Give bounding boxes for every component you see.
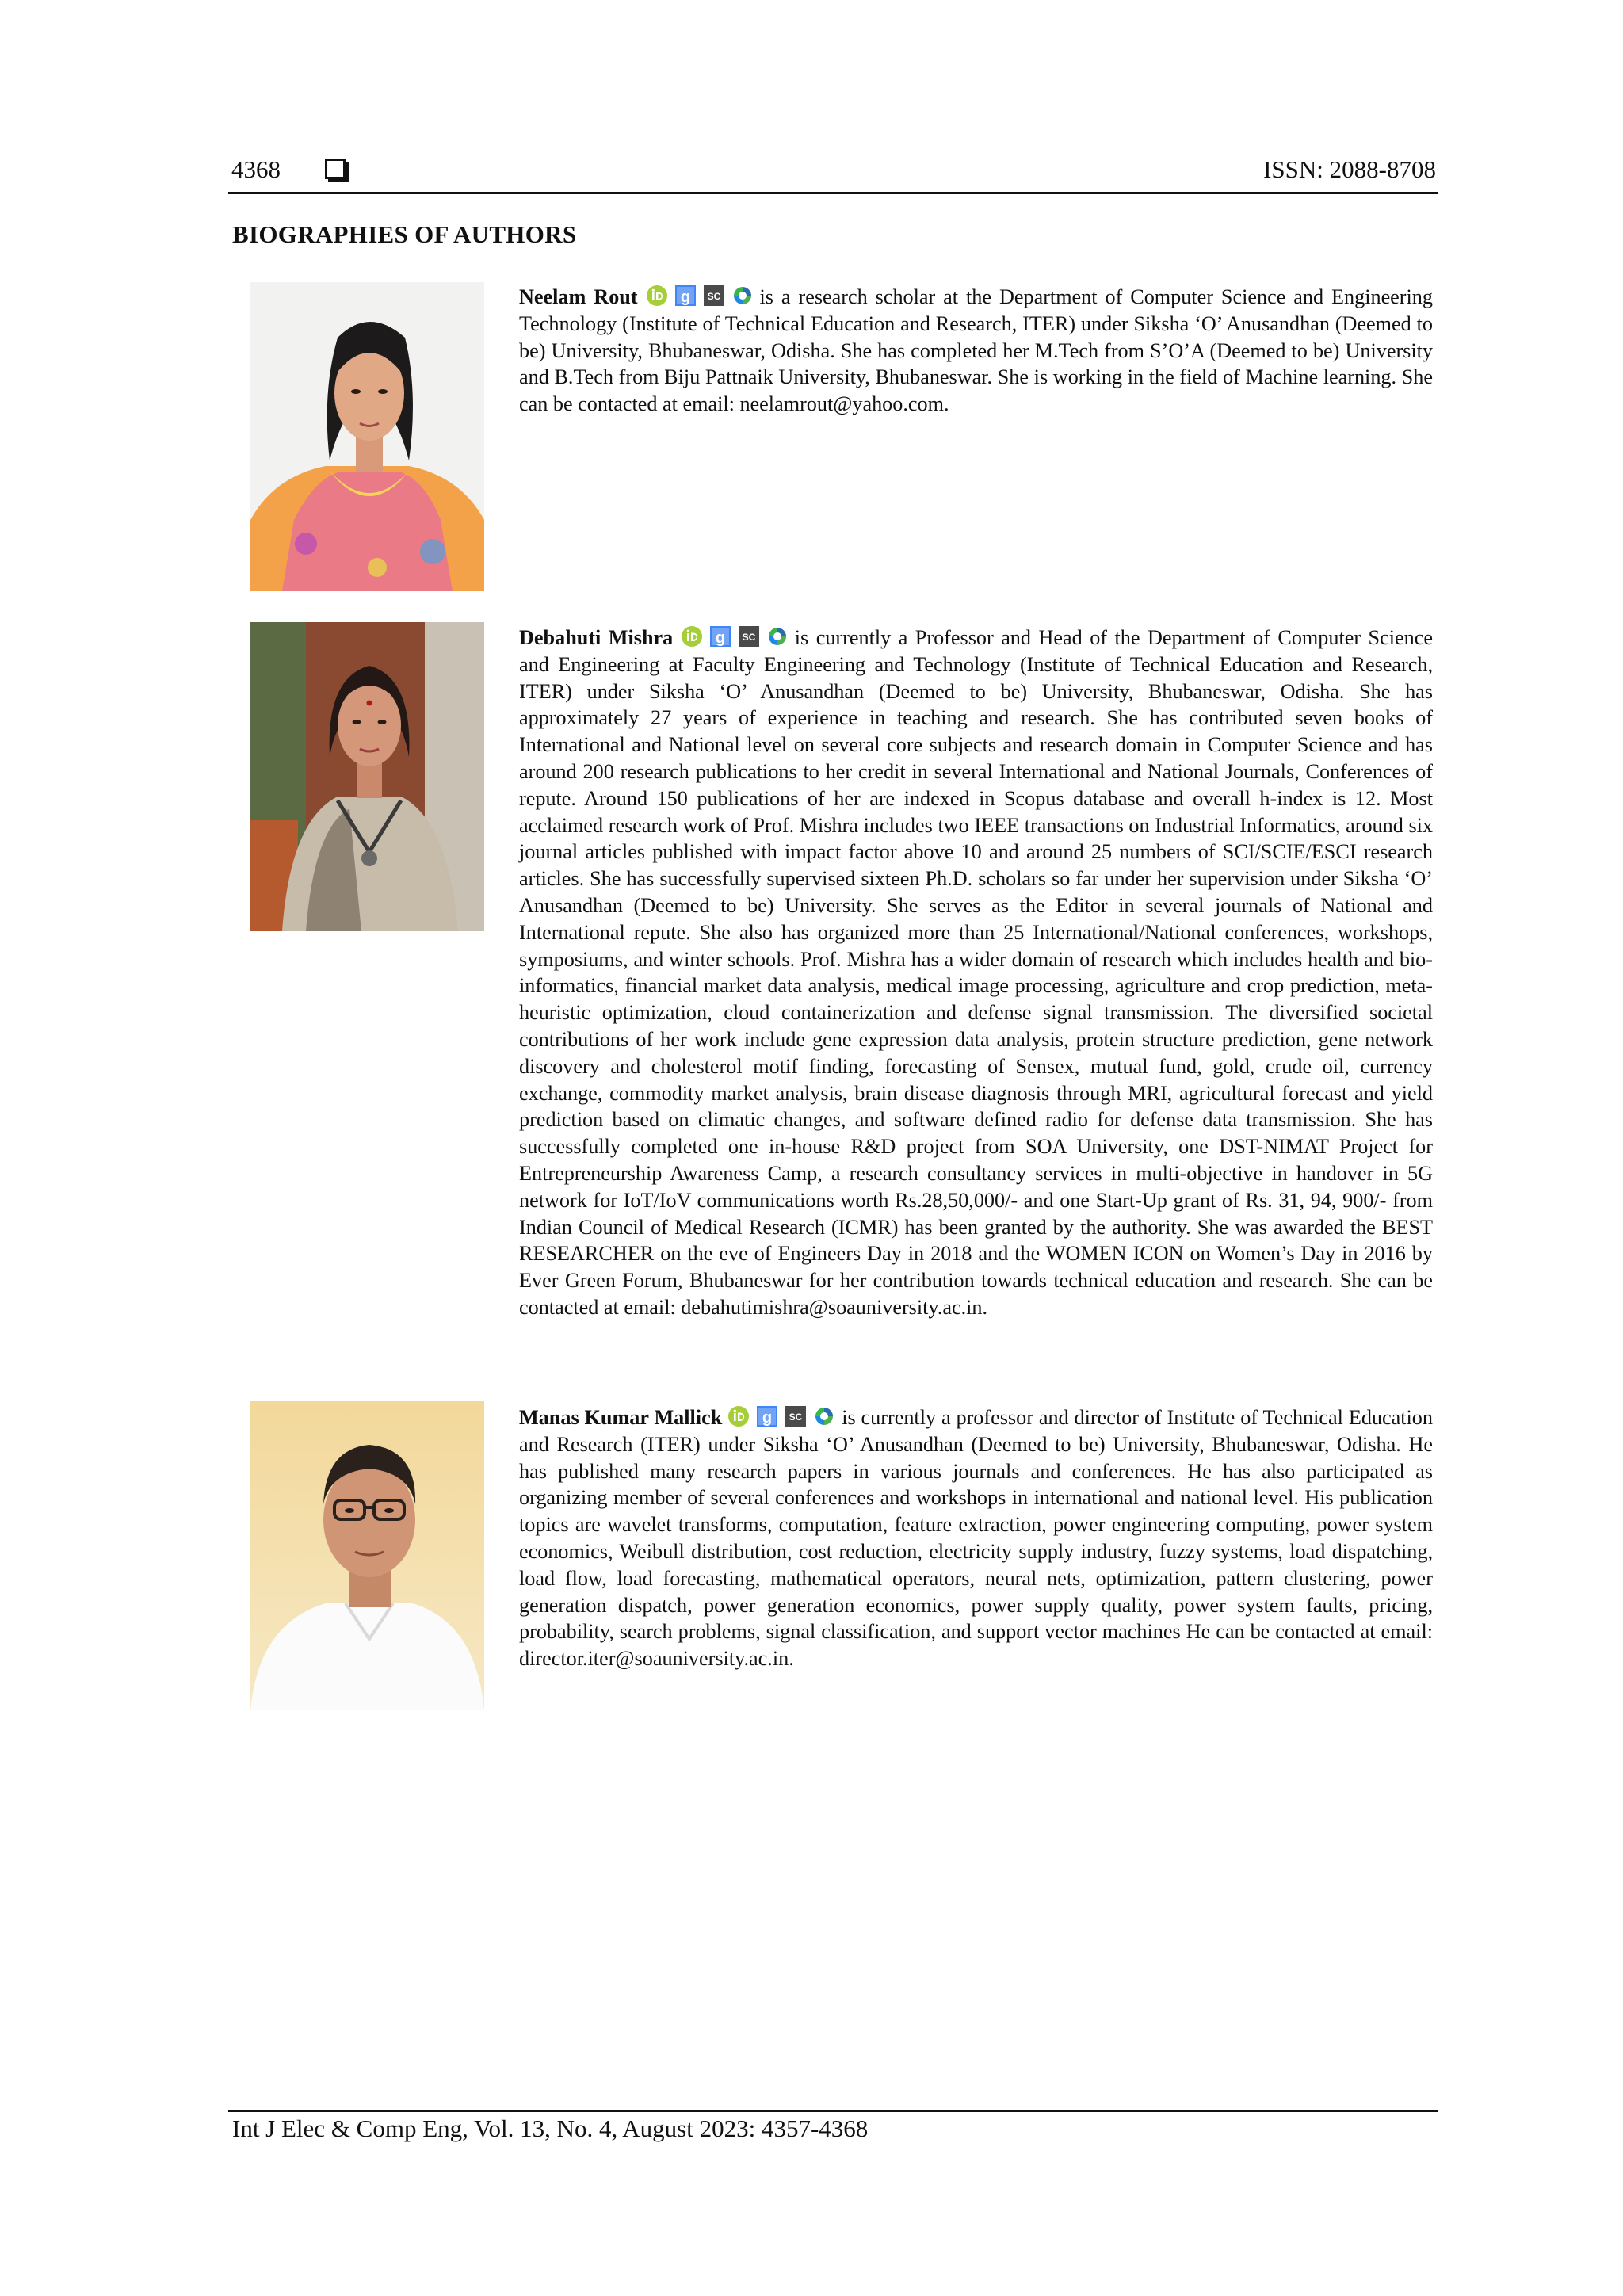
issn: ISSN: 2088-8708 bbox=[1263, 155, 1436, 183]
author-name: Manas Kumar Mallick bbox=[519, 1406, 723, 1429]
square-bullet-icon bbox=[325, 159, 346, 179]
author-bio-neelam-rout bbox=[519, 284, 1433, 418]
publons-icon[interactable] bbox=[813, 1405, 835, 1427]
author-photo-debahuti-mishra bbox=[250, 622, 484, 931]
footer-rule bbox=[228, 2110, 1438, 2112]
header-rule bbox=[228, 192, 1438, 194]
author-bio-manas-kumar-mallick bbox=[519, 1404, 1433, 1672]
author-name: Neelam Rout bbox=[519, 285, 638, 308]
google-scholar-icon[interactable] bbox=[674, 285, 697, 307]
author-photo-neelam-rout bbox=[250, 282, 484, 591]
author-photo-manas-kumar-mallick bbox=[250, 1401, 484, 1710]
section-title: BIOGRAPHIES OF AUTHORS bbox=[232, 220, 577, 248]
author-name: Debahuti Mishra bbox=[519, 626, 674, 649]
author-bio-text: is a research scholar at the Department of Computer Science and Engineering Technology (Institute of Technical Education and Research, ITER) under Siksha ‘O’ Anusandhan (Deemed to be) University, Bhubaneswar, Odisha. She has completed her M.Tech from S’O’A (Deemed to be) University and B.Tech from Biju Pattnaik University, Bhubaneswar. She is working in the field of Machine learning. She can be contacted at email: neelamrout@yahoo.com. bbox=[519, 285, 1433, 416]
scopus-icon[interactable] bbox=[738, 625, 760, 648]
author-bio-text: is currently a Professor and Head of the Department of Computer Science and Engineering at Faculty Engineering and Technology (Institute of Technical Education and Research, ITER) under Siksha ‘O’ Anusandhan (Deemed to be) University, Bhubaneswar, Odisha. She has approximately 27 years of experience in teaching and research. She has contributed seven books of International and National level on several core subjects and research domain in Computer Science and has around 200 research publications to her credit in several International and National Journals, Conferences of repute. Around 150 publications of her are indexed in Scopus database and overall h-index is 12. Most acclaimed research work of Prof. Mishra includes two IEEE transactions on Industrial Informatics, around six journal articles published with impact factor above 10 and around 25 numbers of SCI/SCIE/ESCI research articles. She has successfully supervised sixteen Ph.D. scholars so far under her supervision under Siksha ‘O’ Anusandhan (Deemed to be) University. She serves as the Editor in several journals of National and International repute. She also has organized more than 25 International/National conferences, workshops, symposiums, and winter schools. Prof. Mishra has a wider domain of research which includes health and bio-informatics, financial market data analysis, medical image processing, agriculture and crop prediction, meta-heuristic optimization, cloud containerization and defense signal transmission. The diversified societal contributions of her work include gene expression data analysis, protein structure prediction, gene network discovery and cholesterol motif finding, forecasting of Sensex, mutual fund, gold, crude oil, currency exchange, commodity market analysis, brain disease diagnosis through MRI, agricultural forecast and yield prediction based on climatic changes, and software defined radio for defense data transmission. She has successfully completed one in-house R&D project from SOA University, one DST-NIMAT Project for Entrepreneurship Awareness Camp, a research consultancy services in multi-objective in handover in 5G network for IoT/IoV communications worth Rs.28,50,000/- and one Start-Up grant of Rs. 31, 94, 900/- from Indian Council of Medical Research (ICMR) has been granted by the authority. She was awarded the BEST RESEARCHER on the eve of Engineers Day in 2018 and the WOMEN ICON on Women’s Day in 2016 by Ever Green Forum, Bhubaneswar for her contribution towards technical education and research. She can be contacted at email: debahutimishra@soauniversity.ac.in. bbox=[519, 626, 1433, 1319]
scopus-icon[interactable] bbox=[703, 285, 725, 307]
scopus-icon[interactable] bbox=[785, 1405, 807, 1427]
publons-icon[interactable] bbox=[731, 285, 754, 307]
page-header bbox=[231, 155, 1436, 193]
page-number: 4368 bbox=[231, 155, 281, 183]
google-scholar-icon[interactable] bbox=[756, 1405, 778, 1427]
publons-icon[interactable] bbox=[766, 625, 789, 648]
author-bio-text: is currently a professor and director of Institute of Technical Education and Research (ITER) under Siksha ‘O’ Anusandhan (Deemed to be) University, Bhubaneswar, Odisha. He has published many research papers in various journals and conferences. He has also participated as organizing member of several conferences and workshops in international and national level. His publication topics are wavelet transforms, computation, feature extraction, power engineering computing, power system economics, Weibull distribution, cost reduction, electricity supply industry, fuzzy systems, load dispatching, load flow, load forecasting, mathematical operators, neural nets, optimization, pattern clustering, power generation dispatch, power generation economics, power supply quality, power system faults, pricing, probability, search problems, signal classification, and support vector machines He can be contacted at email: director.iter@soauniversity.ac.in. bbox=[519, 1406, 1433, 1671]
orcid-icon[interactable] bbox=[681, 625, 703, 648]
journal-footer: Int J Elec & Comp Eng, Vol. 13, No. 4, August 2023: 4357-4368 bbox=[232, 2115, 869, 2142]
orcid-icon[interactable] bbox=[646, 285, 668, 307]
google-scholar-icon[interactable] bbox=[709, 625, 731, 648]
orcid-icon[interactable] bbox=[727, 1405, 750, 1427]
author-bio-debahuti-mishra bbox=[519, 625, 1433, 1321]
